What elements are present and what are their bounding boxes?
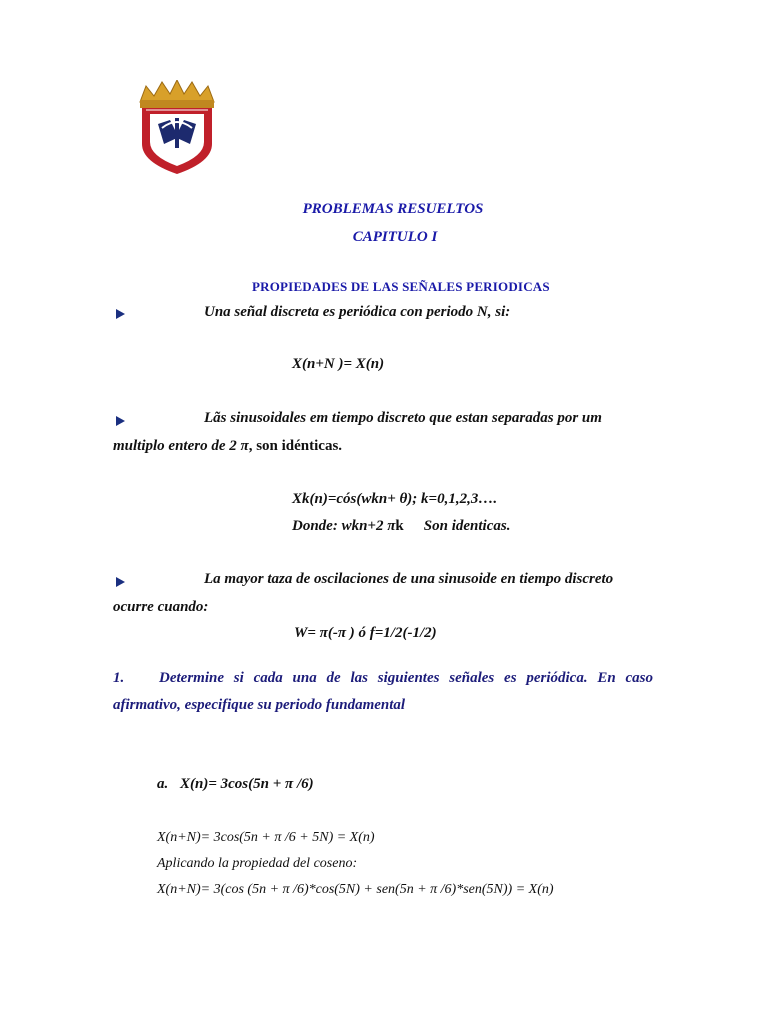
property-2-line2-a: multiplo entero de 2 π [113, 438, 249, 454]
property-2-formula: Xk(n)=cós(wkn+ θ); k=0,1,2,3…. [292, 491, 498, 507]
university-crest-icon [136, 80, 218, 176]
property-1-text: Una señal discreta es periódica con periodo N, si: [204, 304, 511, 320]
problem-number: 1. [113, 670, 125, 686]
part-a-step1: X(n+N)= 3cos(5n + π /6 + 5N) = X(n) [157, 830, 375, 845]
problem-line1: Determine si cada una de las siguientes señales es periódica. En caso [159, 670, 653, 686]
part-a-step3: X(n+N)= 3(cos (5n + π /6)*cos(5N) + sen(5n + π /6)*sen(5N)) = X(n) [157, 882, 554, 897]
part-a-step2: Aplicando la propiedad del coseno: [157, 856, 358, 871]
bullet-icon [116, 577, 125, 587]
property-2-formula-2-c: Son identicas. [423, 518, 511, 534]
document-title: PROBLEMAS RESUELTOS [302, 201, 484, 217]
property-3-line1: La mayor taza de oscilaciones de una sinusoide en tiempo discreto [204, 571, 614, 587]
property-3-line2: ocurre cuando: [113, 599, 209, 615]
property-2-formula-2-b: k [395, 518, 404, 534]
chapter-title: CAPITULO I [352, 229, 438, 245]
property-2-formula-2-a: Donde: wkn+2 π [292, 518, 396, 534]
property-2-line1: Lãs sinusoidales em tiempo discreto que estan separadas por um [204, 410, 602, 426]
section-heading: PROPIEDADES DE LAS SEÑALES PERIODICAS [252, 279, 550, 294]
bullet-icon [116, 309, 125, 319]
part-a-label: a. [157, 776, 169, 792]
part-a-signal: X(n)= 3cos(5n + π /6) [180, 776, 314, 792]
property-1-formula: X(n+N )= X(n) [292, 356, 385, 372]
property-2-formula-2 [292, 518, 510, 535]
property-2-line2-b: , son idénticas. [248, 438, 343, 454]
bullet-icon [116, 416, 125, 426]
problem-line2: afirmativo, especifique su periodo fundamental [113, 697, 406, 713]
property-2-line2 [113, 438, 342, 455]
property-3-formula: W= π(-π ) ó f=1/2(-1/2) [294, 625, 437, 641]
